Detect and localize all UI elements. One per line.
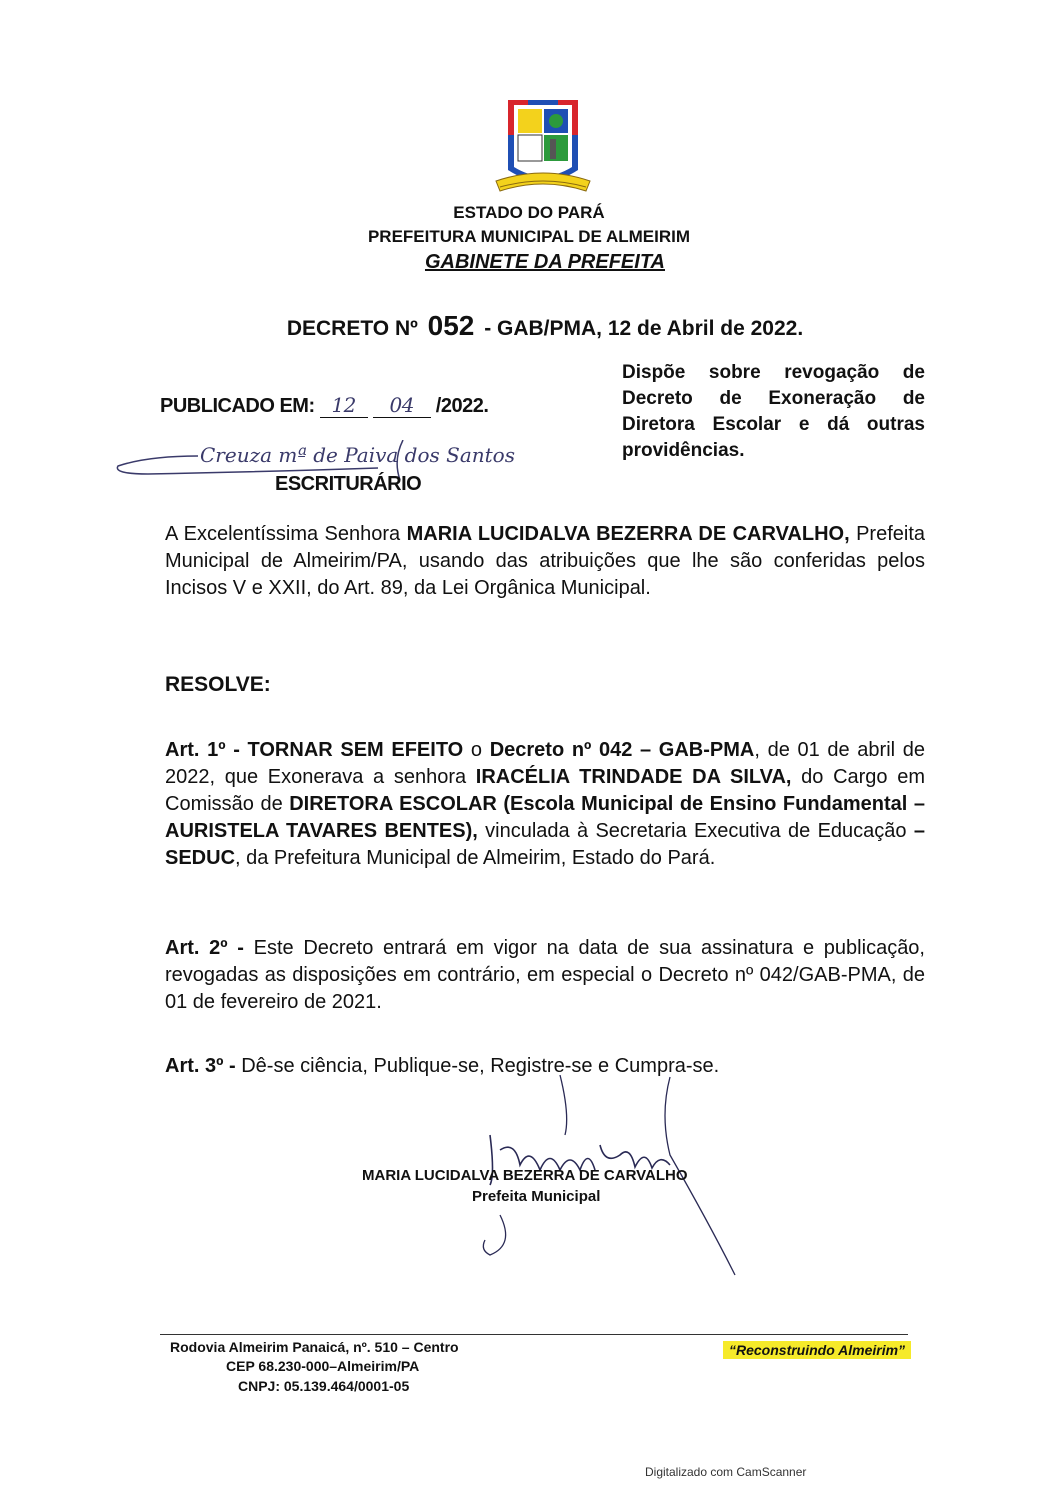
article-1-label: Art. 1º -	[165, 739, 240, 761]
article-2-label: Art. 2º -	[165, 937, 244, 959]
art1-text-1: o	[463, 739, 490, 761]
clerk-title: ESCRITURÁRIO	[275, 473, 422, 495]
mayor-signature-title: Prefeita Municipal	[472, 1188, 601, 1205]
art1-bold-1: TORNAR SEM EFEITO	[239, 739, 464, 761]
decree-number: 052	[427, 310, 475, 341]
mayor-signature-name: MARIA LUCIDALVA BEZERRA DE CARVALHO	[362, 1167, 688, 1184]
header-prefecture: PREFEITURA MUNICIPAL DE ALMEIRIM	[367, 227, 691, 246]
art1-bold-3: IRACÉLIA TRINDADE DA SILVA,	[475, 766, 792, 788]
footer-divider	[160, 1334, 908, 1335]
municipal-crest-logo	[488, 95, 598, 205]
resolve-heading: RESOLVE:	[165, 673, 271, 696]
footer-slogan: “Reconstruindo Almeirim”	[723, 1341, 911, 1359]
decree-suffix: - GAB/PMA, 12 de Abril de 2022.	[484, 317, 804, 340]
scanner-watermark: Digitalizado com CamScanner	[645, 1465, 807, 1479]
art1-bold-4: DIRETORA ESCOLAR (Escola Municipal de Ensino Fundamental – AURISTELA TAVARES BENTES),	[165, 793, 925, 842]
art1-text-3: do Cargo em Comissão de	[165, 766, 926, 815]
decree-prefix: DECRETO Nº	[286, 317, 418, 340]
header-state: ESTADO DO PARÁ	[453, 203, 605, 222]
header-cabinet: GABINETE DA PREFEITA	[424, 251, 665, 273]
art1-bold-2: Decreto nº 042 – GAB-PMA	[489, 739, 755, 761]
clerk-signature: Creuza mª de Paiva dos Santos	[200, 443, 515, 467]
intro-paragraph	[165, 521, 925, 602]
footer-cnpj: CNPJ: 05.139.464/0001-05	[238, 1378, 410, 1394]
publication-day: 12	[320, 393, 368, 418]
art1-bold-5: – SEDUC	[165, 820, 925, 869]
art1-text-4: vinculada à Secretaria Executiva de Educação	[477, 820, 914, 842]
article-2-text: Este Decreto entrará em vigor na data de sua assinatura e publicação, revogadas as disposições em contrário, em especial o Decreto nº 042/GAB-PMA, de 01 de fevereiro de 2021.	[165, 937, 925, 1013]
article-2	[165, 935, 925, 1016]
art1-text-2: , de 01 de abril de 2022, que Exonerava a senhora	[165, 739, 925, 788]
publication-label: PUBLICADO EM:	[160, 395, 315, 417]
article-1	[165, 737, 925, 872]
mayor-name: MARIA LUCIDALVA BEZERRA DE CARVALHO,	[406, 523, 850, 545]
footer-cep: CEP 68.230-000–Almeirim/PA	[226, 1358, 420, 1374]
intro-text-1: A Excelentíssima Senhora	[165, 523, 407, 545]
article-3-label: Art. 3º -	[165, 1055, 236, 1077]
publication-stamp	[160, 393, 488, 418]
art1-text-5: , da Prefeitura Municipal de Almeirim, Estado do Pará.	[235, 847, 716, 869]
decree-title	[0, 310, 1058, 342]
publication-year: /2022.	[435, 395, 489, 417]
publication-month: 04	[373, 393, 431, 418]
intro-text-2: Prefeita Municipal de Almeirim/PA, usando das atribuições que lhe são conferidas pelos Incisos V e XXII, do Art. 89, da Lei Orgânica Municipal.	[165, 523, 925, 599]
decree-summary: Dispõe sobre revogação de Decreto de Exoneração de Diretora Escolar e dá outras providências.	[622, 362, 925, 461]
footer-address: Rodovia Almeirim Panaicá, nº. 510 – Centro	[170, 1339, 459, 1355]
article-3-text: Dê-se ciência, Publique-se, Registre-se e Cumpra-se.	[235, 1055, 720, 1077]
